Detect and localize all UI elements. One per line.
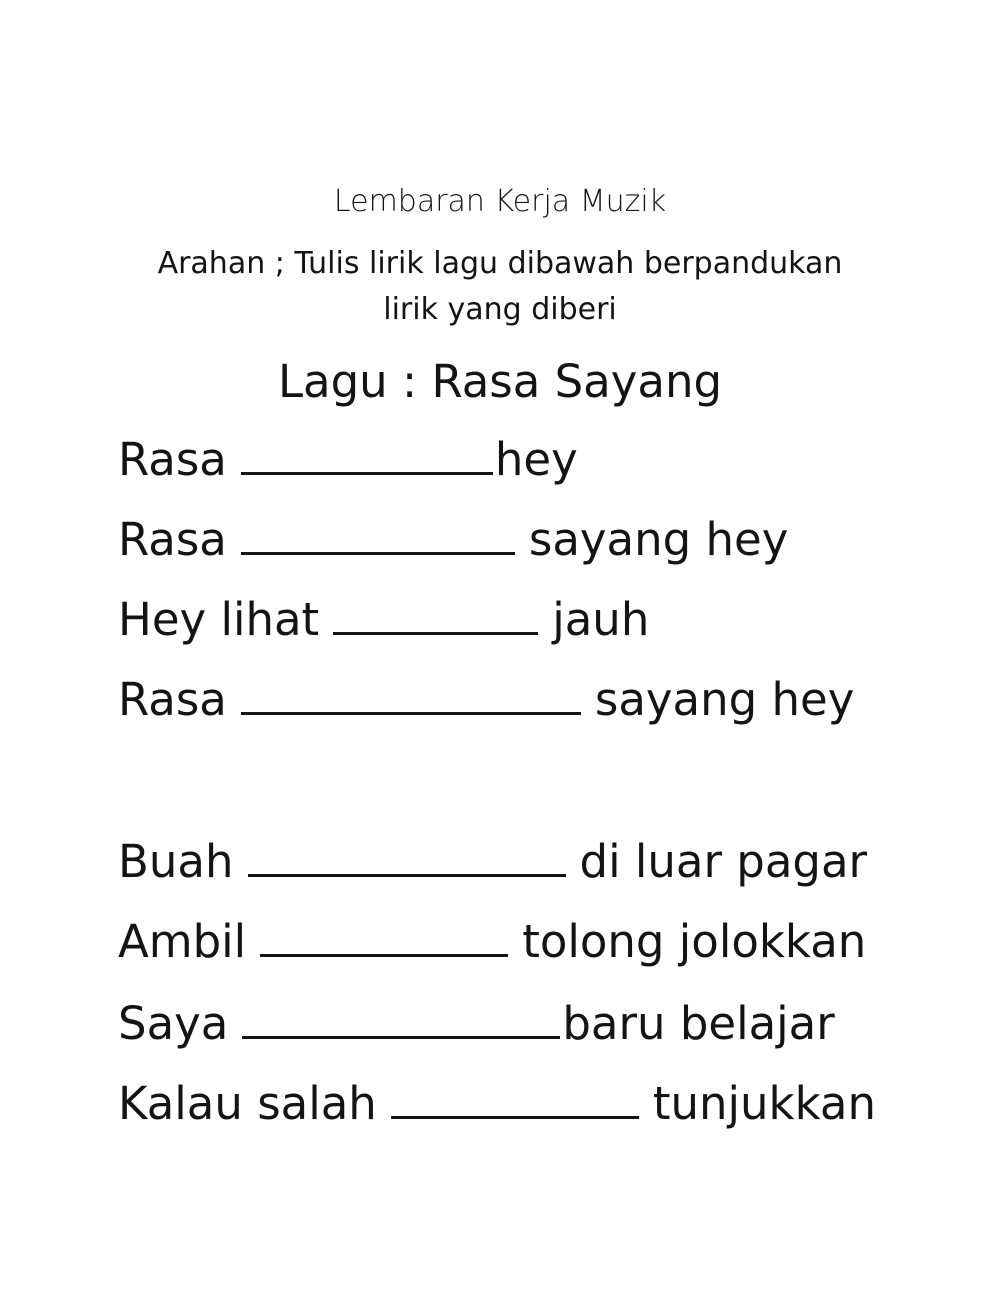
lyric-text-after: di luar pagar: [579, 835, 868, 888]
lyric-text-before: Saya: [118, 997, 229, 1050]
lyric-line: [118, 430, 578, 490]
fill-blank[interactable]: [242, 996, 560, 1039]
song-title: Lagu : Rasa Sayang: [277, 355, 723, 408]
fill-blank[interactable]: [333, 592, 538, 635]
fill-blank[interactable]: [241, 672, 581, 715]
instruction-line-2: lirik yang diberi: [383, 292, 617, 327]
lyric-text-before: Rasa: [118, 673, 227, 726]
lyric-line: [118, 1074, 876, 1134]
lyric-text-after: sayang hey: [594, 673, 855, 726]
lyric-text-after: baru belajar: [562, 997, 835, 1050]
lyric-text-after: sayang hey: [528, 513, 789, 566]
lyric-text-before: Ambil: [118, 915, 247, 968]
lyric-text-before: Buah: [118, 835, 234, 888]
lyric-line: [118, 912, 866, 972]
lyric-line: [118, 994, 835, 1054]
lyric-line: [118, 590, 649, 650]
worksheet-title: Lembaran Kerja Muzik: [333, 184, 667, 219]
lyric-text-before: Rasa: [118, 513, 227, 566]
fill-blank[interactable]: [248, 834, 566, 877]
lyric-text-after: hey: [494, 433, 578, 486]
lyric-text-before: Kalau salah: [118, 1077, 377, 1130]
fill-blank[interactable]: [391, 1076, 639, 1119]
lyric-line: [118, 510, 788, 570]
lyric-line: [118, 832, 867, 892]
lyric-text-before: Hey lihat: [118, 593, 320, 646]
fill-blank[interactable]: [260, 914, 508, 957]
lyric-text-after: jauh: [552, 593, 650, 646]
fill-blank[interactable]: [241, 512, 515, 555]
lyric-line: [118, 670, 854, 730]
fill-blank[interactable]: [241, 432, 493, 475]
lyric-text-before: Rasa: [118, 433, 227, 486]
lyric-text-after: tunjukkan: [652, 1077, 876, 1130]
lyric-text-after: tolong jolokkan: [522, 915, 867, 968]
instruction-line-1: Arahan ; Tulis lirik lagu dibawah berpandukan: [157, 246, 843, 281]
